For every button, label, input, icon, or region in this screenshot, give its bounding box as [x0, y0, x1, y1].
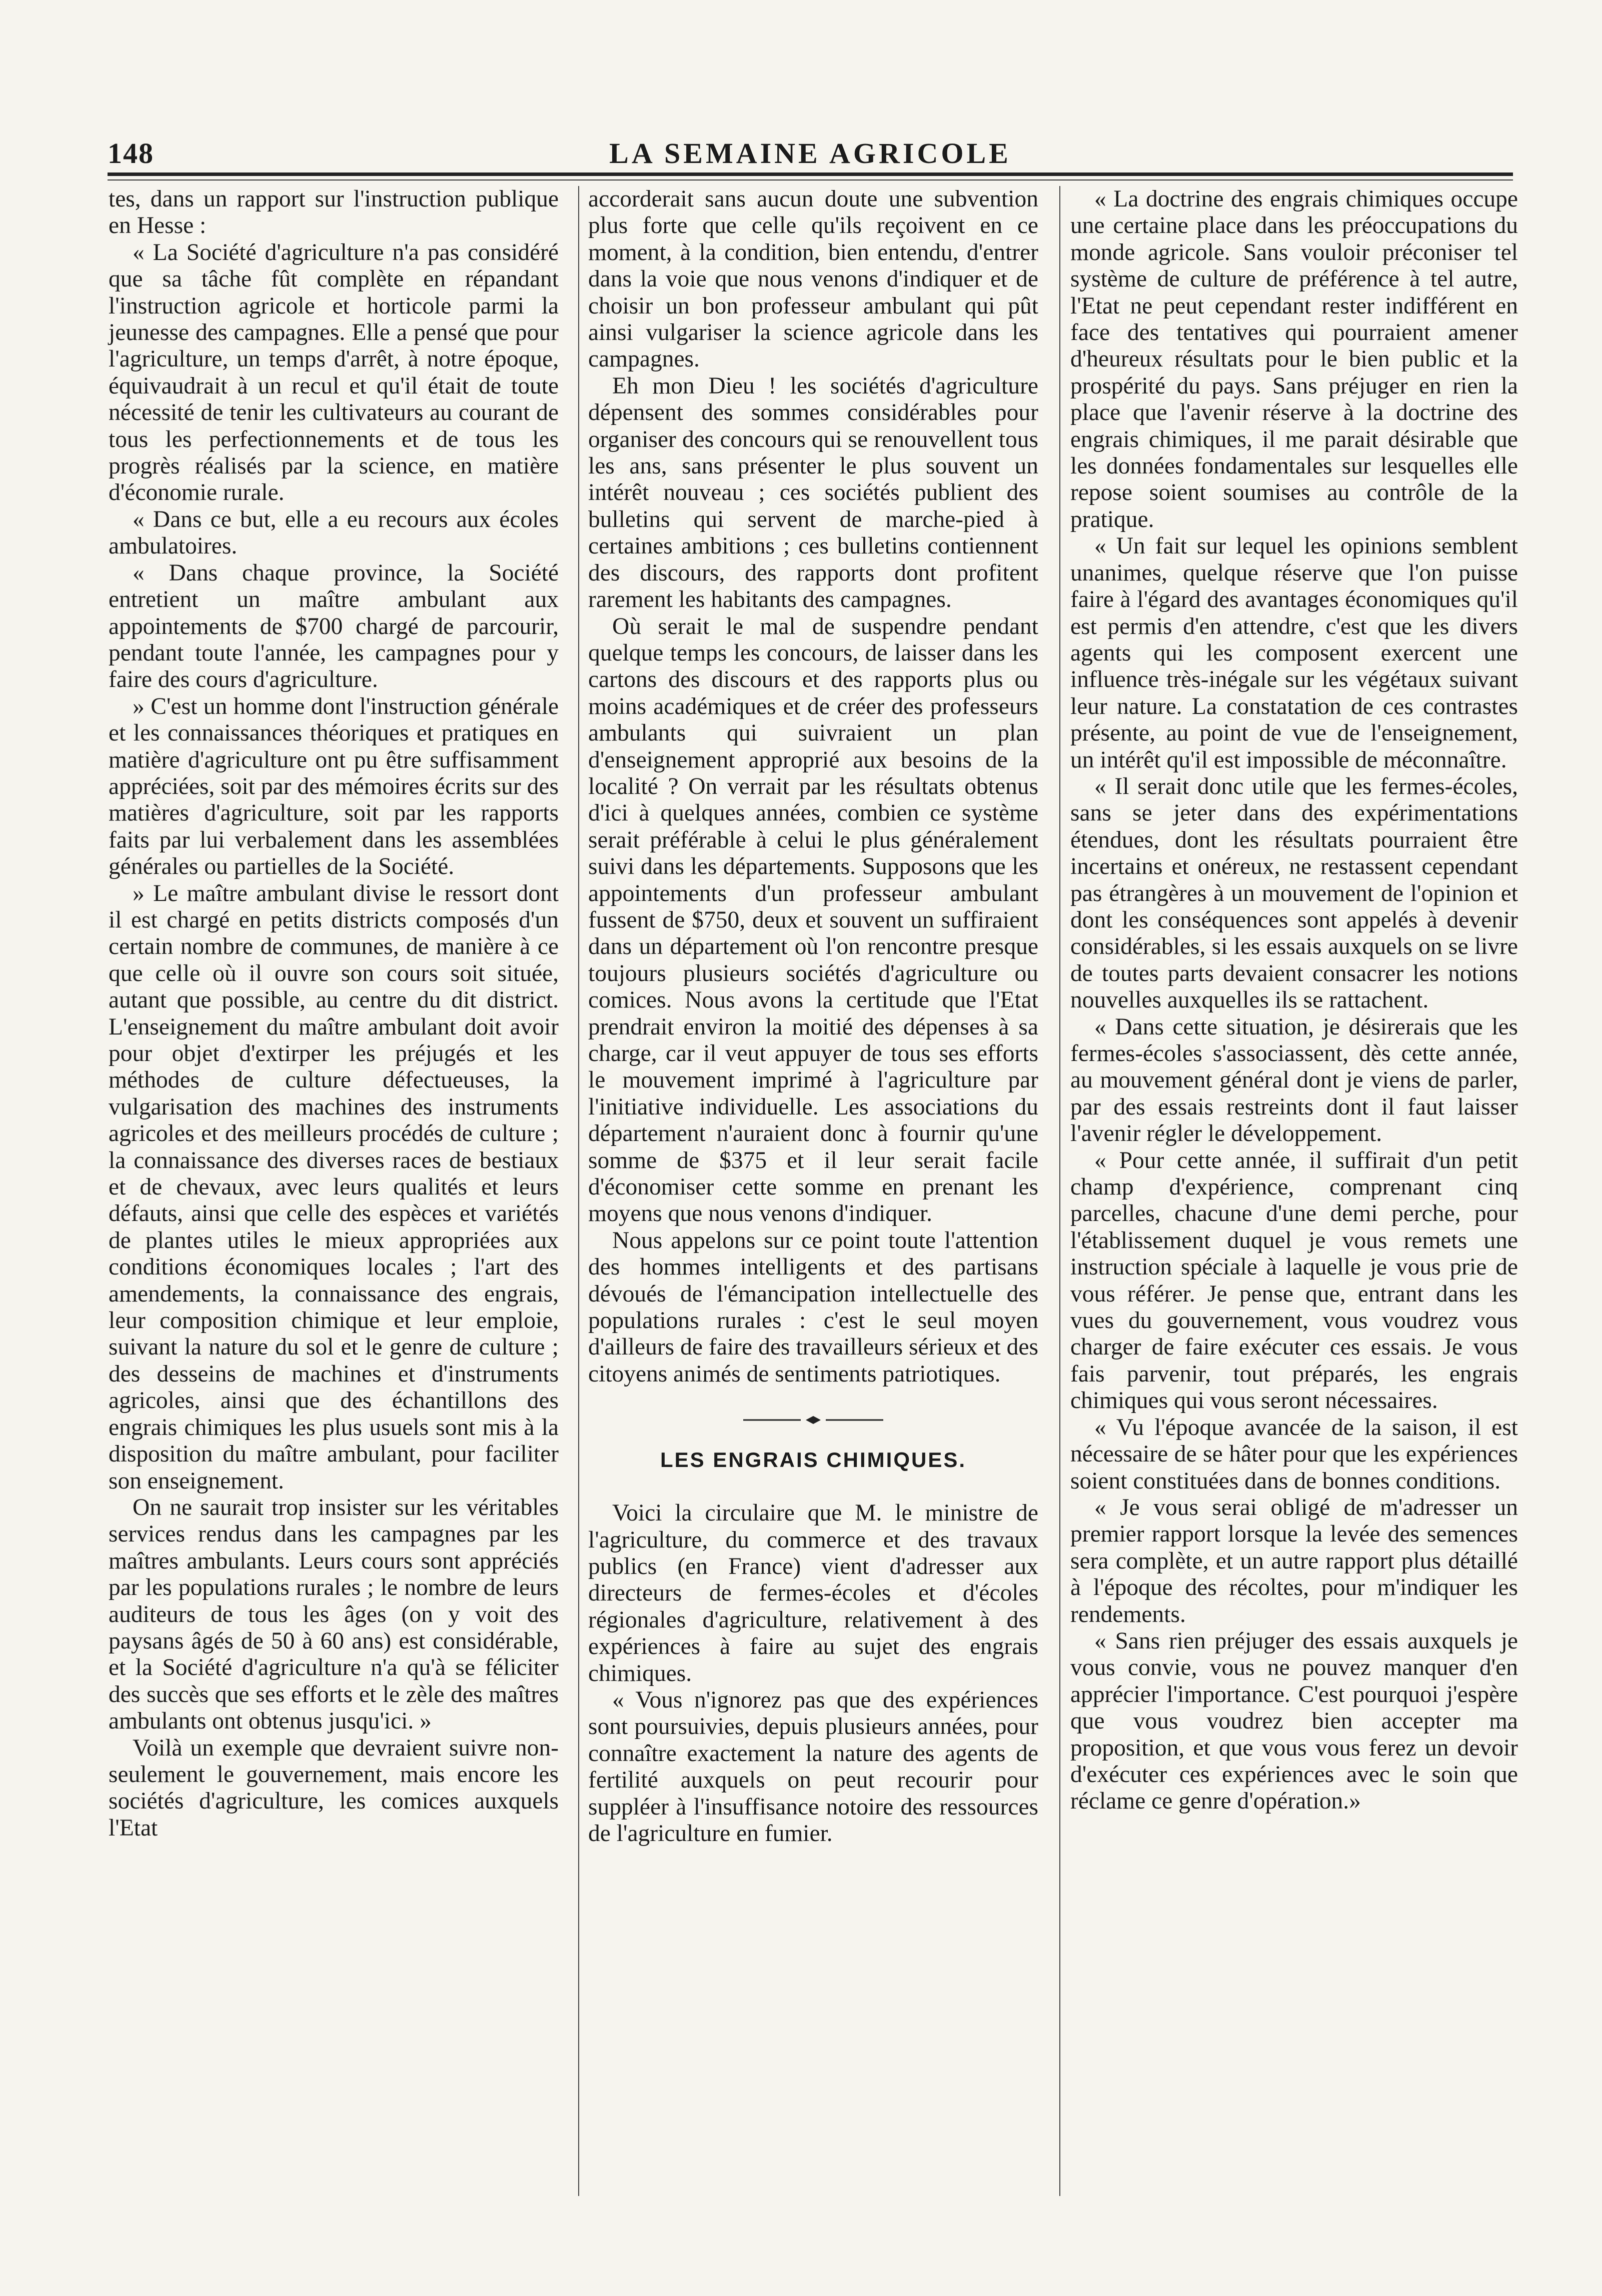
section-title: LES ENGRAIS CHIMIQUES. — [660, 1448, 967, 1472]
paragraph: « Vu l'époque avancée de la saison, il est nécessaire de se hâter pour que les expériences soient constituées dans de bonnes conditions. — [1070, 1414, 1518, 1494]
ornamental-separator — [588, 1404, 1038, 1431]
column-2 — [588, 186, 1038, 2201]
paragraph: « Un fait sur lequel les opinions semblent unanimes, quelque réserve que l'on puisse faire à l'égard des avantages économiques qu'il est permis d'en attendre, c'est que les divers agents qui les composent exercent une influence très-inégale sur les végétaux suivant leur nature. La constatation de ces contrastes présente, au point de vue de l'enseignement, un intérêt qu'il est impossible de méconnaître. — [1070, 533, 1518, 773]
journal-title: LA SEMAINE AGRICOLE — [609, 137, 1011, 170]
paragraph: » C'est un homme dont l'instruction générale et les connaissances théoriques et pratiques en matière d'agriculture ont pu être suffisamment appréciées, soit par des mémoires écrits sur des matières d'agriculture, soit par les rapports faits par lui verbalement dans les assemblées générales ou partielles de la Société. — [109, 693, 559, 880]
page-number: 148 — [108, 137, 154, 170]
paragraph: « Vous n'ignorez pas que des expériences sont poursuivies, depuis plusieurs années, pour connaître exactement la nature des agents de fertilité auxquels on peut recourir pour suppléer à l'insuffisance notoire des ressources de l'agriculture en fumier. — [588, 1686, 1038, 1846]
paragraph: « Sans rien préjuger des essais auxquels je vous convie, vous ne pouvez manquer d'en apprécier l'importance. C'est pourquoi j'espère que vous voudrez bien accepter ma proposition, et que vous vous ferez un devoir d'exécuter ces expériences avec le soin que réclame ce genre d'opération.» — [1070, 1628, 1518, 1814]
paragraph: » Le maître ambulant divise le ressort dont il est chargé en petits districts composés d'un certain nombre de communes, de manière à ce que celle où il ouvre son cours soit située, autant que possible, au centre du dit district. L'enseignement du maître ambulant doit avoir pour objet d'extirper les préjugés et les méthodes de culture défectueuses, la vulgarisation des machines des instruments agricoles et des meilleurs procédés de culture ; la connaissance des diverses races de bestiaux et de chevaux, avec leurs qualités et leurs défauts, ainsi que celle des espèces et variétés de plantes utiles le mieux appropriées aux conditions économiques locales ; l'art des amendements, la connaissance des engrais, leur composition chimique et leur emploie, suivant la nature du sol et le genre de culture ; des desseins de machines et d'instruments agricoles, ainsi que des échantillons des engrais chimiques les plus usuels sont mis à la disposition du maître ambulant, pour faciliter son enseignement. — [109, 880, 559, 1494]
paragraph: « Pour cette année, il suffirait d'un petit champ d'expérience, comprenant cinq parcelles, chacune d'une demi perche, pour l'établissement duquel je vous remets une instruction spéciale à laquelle je vous prie de vous référer. Je pense que, entrant dans les vues du gouvernement, vous voudrez vous charger de faire exécuter ces essais. Je vous fais parvenir, tout préparés, les engrais chimiques qui vous seront nécessaires. — [1070, 1147, 1518, 1414]
paragraph: « La doctrine des engrais chimiques occupe une certaine place dans les préoccupations du monde agricole. Sans vouloir préconiser tel système de culture de préférence à tel autre, l'Etat ne peut cependant rester indifférent en face des tentatives qui pourraient amener d'heureux résultats pour le bien public et la prospérité du pays. Sans préjuger en rien la place que l'avenir réserve à la doctrine des engrais chimiques, il me parait désirable que les données fondamentales sur lesquelles elle repose soient soumises au contrôle de la pratique. — [1070, 186, 1518, 532]
header-rule-thick — [108, 172, 1513, 176]
paragraph: Où serait le mal de suspendre pendant quelque temps les concours, de laisser dans les cartons des discours et des rapports plus ou moins académiques et de créer des professeurs ambulants qui suivraient un plan d'enseignement approprié aux besoins de la localité ? On verrait par les résultats obtenus d'ici à quelques années, combien ce système serait préférable à celui le plus généralement suivi dans les départements. Supposons que les appointements d'un professeur ambulant fussent de $750, deux et souvent un suffiraient dans un département où l'on rencontre presque toujours plusieurs sociétés d'agriculture ou comices. Nous avons la certitude que l'Etat prendrait environ la moitié des dépenses à sa charge, car il veut appuyer de tous ses efforts le mouvement imprimé à l'agriculture par l'initiative individuelle. Les associations du département n'auraient donc à fournir qu'une somme de $375 et il leur serait facile d'économiser cette somme en prenant les moyens que nous venons d'indiquer. — [588, 613, 1038, 1227]
paragraph: « Je vous serai obligé de m'adresser un premier rapport lorsque la levée des semences sera complète, et un autre rapport plus détaillé à l'époque des récoltes, pour m'indiquer les rendements. — [1070, 1494, 1518, 1628]
paragraph: Voilà un exemple que devraient suivre non-seulement le gouvernement, mais encore les sociétés d'agriculture, les comices auxquels l'Etat — [109, 1734, 559, 1841]
paragraph: « La Société d'agriculture n'a pas considéré que sa tâche fût complète en répandant l'instruction agricole et horticole parmi la jeunesse des campagnes. Elle a pensé que pour l'agriculture, un temps d'arrêt, à notre époque, équivaudrait à un recul et qu'il était de toute nécessité de tenir les cultivateurs au courant de tous les perfectionnements et de tous les progrès réalisés par la science, en matière d'économie rurale. — [109, 239, 559, 506]
paragraph: « Il serait donc utile que les fermes-écoles, sans se jeter dans des expérimentations étendues, dont les résultats pourraient être incertains et onéreux, ne restassent cependant pas étrangères à un mouvement de l'opinion et dont les conséquences sont appelés à devenir considérables, si les essais auxquels on se livre de toutes parts devaient consacrer les notions nouvelles auxquelles ils se rattachent. — [1070, 773, 1518, 1014]
paragraph: « Dans ce but, elle a eu recours aux écoles ambulatoires. — [109, 506, 559, 560]
separator-ornament-icon — [738, 1415, 888, 1425]
column-1 — [109, 186, 559, 2201]
paragraph: « Dans cette situation, je désirerais que les fermes-écoles s'associassent, dès cette année, au mouvement général dont je viens de parler, par des essais restreints dont il faut laisser l'avenir régler le développement. — [1070, 1014, 1518, 1147]
paragraph: Voici la circulaire que M. le ministre de l'agriculture, du commerce et des travaux publics (en France) vient d'adresser aux directeurs de fermes-écoles et d'écoles régionales d'agriculture, relativement à des expériences à faire au sujet des engrais chimiques. — [588, 1500, 1038, 1686]
paragraph: Nous appelons sur ce point toute l'attention des hommes intelligents et des partisans dévoués de l'émancipation intellectuelle des populations rurales : c'est le seul moyen d'ailleurs de faire des travailleurs sérieux et des citoyens animés de sentiments patriotiques. — [588, 1227, 1038, 1387]
column-divider-1 — [578, 186, 579, 2196]
paragraph: « Dans chaque province, la Société entretient un maître ambulant aux appointements de $700 chargé de parcourir, pendant toute l'année, les campagnes pour y faire des cours d'agriculture. — [109, 560, 559, 693]
paragraph: accorderait sans aucun doute une subvention plus forte que celle qu'ils reçoivent en ce moment, à la condition, bien entendu, d'entrer dans la voie que nous venons d'indiquer et de choisir un bon professeur ambulant qui pût ainsi vulgariser la science agricole dans les campagnes. — [588, 186, 1038, 372]
paragraph: tes, dans un rapport sur l'instruction publique en Hesse : — [109, 186, 559, 239]
paragraph: On ne saurait trop insister sur les véritables services rendus dans les campagnes par les maîtres ambulants. Leurs cours sont appréciés par les populations rurales ; le nombre de leurs auditeurs de tous les âges (on y voit des paysans âgés de 50 à 60 ans) est considérable, et la Société d'agriculture n'a qu'à se féliciter des succès que ses efforts et le zèle des maîtres ambulants ont obtenus jusqu'ici. » — [109, 1494, 559, 1734]
page-header — [108, 115, 1513, 170]
column-3 — [1070, 186, 1518, 2201]
paragraph: Eh mon Dieu ! les sociétés d'agriculture dépensent des sommes considérables pour organiser des concours qui se renouvellent tous les ans, sans présenter le plus souvent un intérêt nouveau ; ces sociétés publient des bulletins qui servent de marche-pied à certaines ambitions ; ces bulletins contiennent des discours, des rapports dont profitent rarement les habitants des campagnes. — [588, 372, 1038, 613]
column-divider-2 — [1059, 186, 1060, 2196]
